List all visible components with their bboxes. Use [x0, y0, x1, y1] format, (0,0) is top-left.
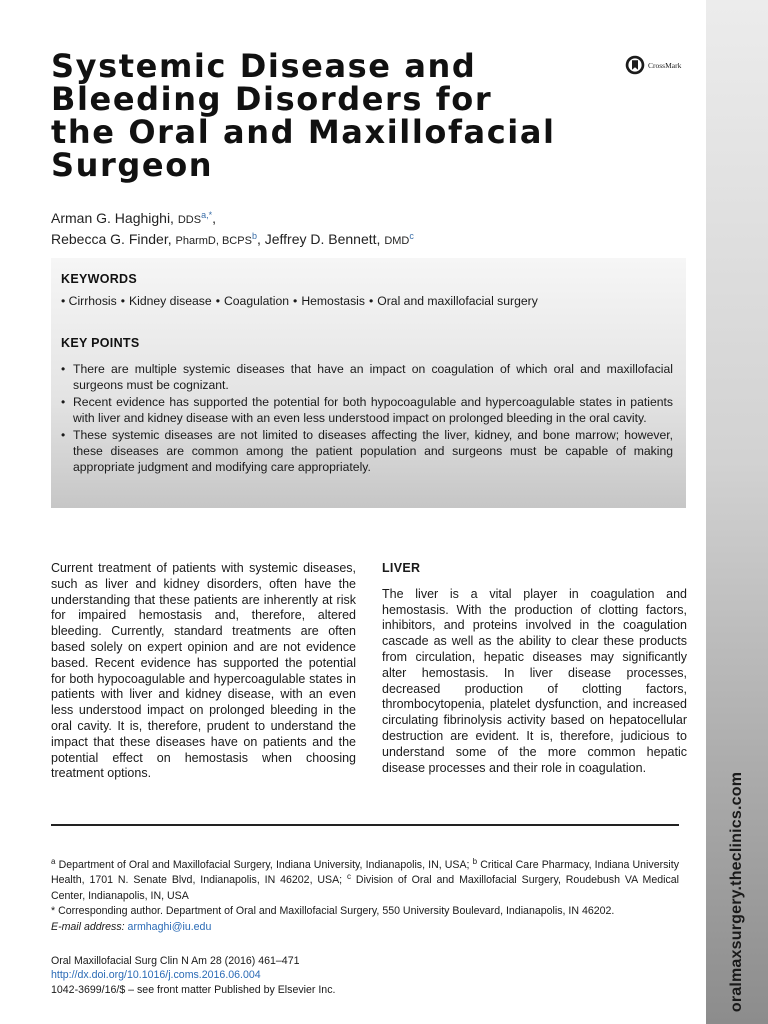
bullet-icon: •: [61, 428, 66, 442]
liver-column: [382, 561, 687, 776]
email-line: [51, 920, 679, 935]
keywords-keypoints-box: [51, 258, 686, 508]
affiliation-mark: a: [51, 857, 56, 866]
keyword: Coagulation: [223, 294, 290, 308]
author-name: Jeffrey D. Bennett,: [264, 231, 381, 247]
journal-url[interactable]: oralmaxsurgery.theclinics.com: [728, 771, 745, 1013]
crossmark-icon: [625, 55, 645, 75]
keywords-heading: KEYWORDS: [61, 272, 138, 286]
key-points-list: [61, 361, 673, 476]
crossmark-label: CrossMark: [648, 60, 682, 70]
author-line-2: Rebecca G. Finder, PharmD, BCPS$^b$, Jeffrey D. Bennett, DMD$^c$: [51, 231, 414, 247]
key-points-heading: KEY POINTS: [61, 336, 140, 350]
intro-column: [51, 561, 356, 782]
author-degree: PharmD, BCPS: [175, 235, 252, 247]
doi-link[interactable]: http://dx.doi.org/10.1016/j.coms.2016.06.004: [51, 969, 261, 982]
title-line: Bleeding Disorders for: [51, 80, 493, 118]
key-point: [61, 361, 673, 393]
key-point-text: There are multiple systemic diseases that have an impact on coagulation of which oral and maxillofacial surgeons must be cognizant.: [73, 362, 673, 392]
bullet-icon: •: [61, 395, 66, 409]
keyword: Hemostasis: [301, 294, 365, 308]
title-line: Systemic Disease and: [51, 47, 477, 85]
author-list: [51, 209, 414, 251]
section-heading-liver: LIVER: [382, 561, 421, 575]
author-name: Rebecca G. Finder,: [51, 231, 172, 247]
author-affiliation-mark[interactable]: c: [409, 231, 414, 241]
title-line: Surgeon: [51, 146, 214, 184]
liver-paragraph: The liver is a vital player in coagulation and hemostasis. With the production of clotting factors, inhibitors, and proteins involved in the coagulation cascade as well as the ability to clear these products from circulation, hepatic diseases may significantly alter hemostasis. In liver disease processes, decreased production of clotting factors, thrombocytopenia, platelet dysfunction, and increased circulating fibrinolysis activity based on hepatocellular destruction are evident. It is, therefore, judicious to understand some of the more common hepatic disease processes and their role in coagulation.: [382, 586, 687, 775]
footnote-divider: [51, 824, 679, 826]
crossmark-badge[interactable]: [625, 55, 681, 75]
key-point: [61, 427, 673, 475]
affiliation-text: Critical Care Pharmacy, Indiana University Health, 1701 N. Senate Blvd, Indianapolis, IN 46202, USA;: [51, 859, 680, 887]
corresponding-author: * Corresponding author. Department of Oral and Maxillofacial Surgery, 550 University Boulevard, Indianapolis, IN 46202.: [51, 905, 615, 918]
title-line: the Oral and Maxillofacial: [51, 113, 556, 151]
bullet-icon: •: [61, 362, 66, 376]
key-point: [61, 394, 673, 426]
keyword: Oral and maxillofacial surgery: [377, 294, 538, 308]
affiliations: [51, 858, 679, 904]
author-degree: DMD: [384, 235, 410, 247]
author-name: Arman G. Haghighi,: [51, 210, 174, 226]
author-affiliation-mark[interactable]: b: [251, 231, 257, 241]
key-point-text: These systemic diseases are not limited to diseases affecting the liver, kidney, and bone marrow; however, these diseases are common among the patient population and surgeons must be capable of making appropriate judgment and modifying care appropriately.: [73, 428, 673, 474]
author-line-1: Arman G. Haghighi, $DDS^{a,*}$,: [51, 210, 216, 226]
journal-citation: Oral Maxillofacial Surg Clin N Am 28 (2016) 461–471: [51, 955, 300, 967]
issn-line: 1042-3699/16/$ – see front matter Published by Elsevier Inc.: [51, 983, 336, 996]
keywords-list: • Cirrhosis • Kidney disease • Coagulation • Hemostasis • Oral and maxillofacial surgery: [61, 294, 538, 308]
affiliation-text: Division of Oral and Maxillofacial Surgery, Roudebush VA Medical Center, Indianapolis, IN, USA: [51, 874, 680, 902]
citation-block: [51, 954, 335, 997]
article-title: [51, 47, 611, 184]
email-label: E-mail address:: [51, 920, 125, 933]
author-degree: DDS: [177, 214, 202, 226]
keyword: Cirrhosis: [68, 294, 117, 308]
affiliation-mark: c: [347, 872, 352, 882]
author-affiliation-mark[interactable]: a,*: [201, 210, 213, 220]
key-point-text: Recent evidence has supported the potential for both hypocoagulable and hypercoagulable states in patients with liver and kidney disease with an even less understood impact on prolonged bleeding in the oral cavity.: [73, 395, 673, 425]
affiliation-mark: b: [472, 857, 478, 866]
keyword: Kidney disease: [129, 294, 212, 308]
intro-paragraph: Current treatment of patients with systemic diseases, such as liver and kidney disorders, often have the understanding that these patients are inherently at risk for impaired hemostasis and, therefore, altered bleeding. Currently, standard treatments are often based solely on expert opinion and are not evidence based. Recent evidence has supported the potential for both hypocoagulable and hypercoagulable states in patients with liver and kidney disease, with an even less understood impact on prolonged bleeding in the oral cavity. It is, therefore, prudent to understand the impact that these diseases have on patients and the potential effect on hemostasis when choosing treatment options.: [51, 561, 356, 781]
footnotes: [51, 858, 679, 935]
email-link[interactable]: armhaghi@iu.edu: [127, 920, 212, 933]
affiliation-text: Department of Oral and Maxillofacial Surgery, Indiana University, Indianapolis, IN, USA;: [58, 859, 470, 871]
